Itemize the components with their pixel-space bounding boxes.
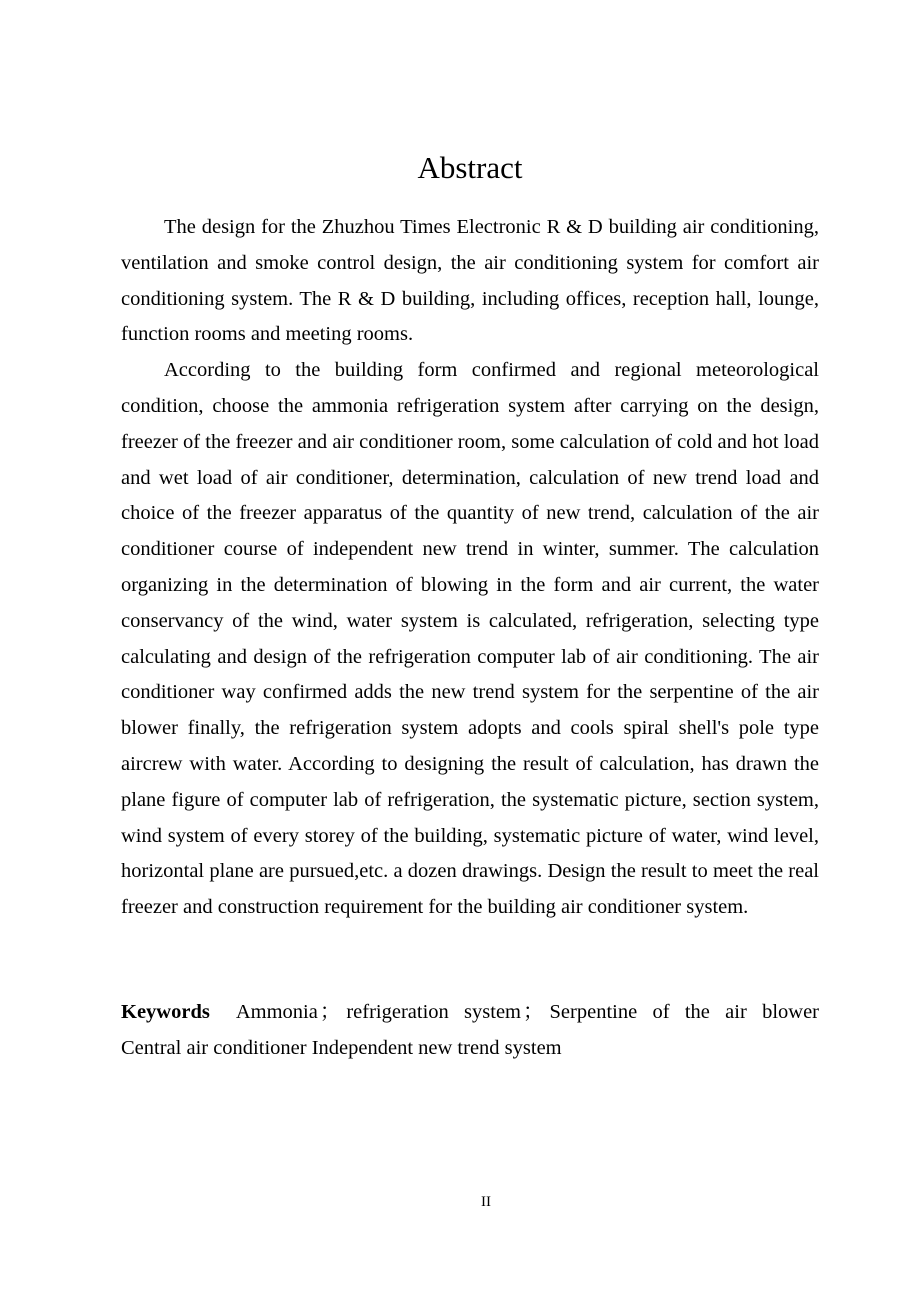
keyword-item-1: Ammonia: [235, 1001, 318, 1023]
keywords-line: [121, 995, 819, 1067]
keyword-item-3: Serpentine of the air blower Central air conditioner Independent new trend system: [121, 1001, 819, 1059]
page-number: II: [481, 1194, 491, 1210]
keyword-item-2: refrigeration system: [346, 1001, 522, 1023]
abstract-paragraph-1: The design for the Zhuzhou Times Electronic R & D building air conditioning, ventilation and smoke control design, the air conditioning system for comfort air conditioning system. The R & D building, including offices, reception hall, lounge, function rooms and meeting rooms.: [121, 216, 819, 346]
abstract-paragraph-2: According to the building form confirmed and regional meteorological condition, choose the ammonia refrigeration system after carrying on the design, freezer of the freezer and air conditioner room, some calculation of cold and hot load and wet load of air conditioner, determination, calculation of new trend load and choice of the freezer apparatus of the quantity of new trend, calculation of the air conditioner course of independent new trend in winter, summer. The calculation organizing in the determination of blowing in the form and air current, the water conservancy of the wind, water system is calculated, refrigeration, selecting type calculating and design of the refrigeration computer lab of air conditioning. The air conditioner way confirmed adds the new trend system for the serpentine of the air blower finally, the refrigeration system adopts and cools spiral shell's pole type aircrew with water. According to designing the result of calculation, has drawn the plane figure of computer lab of refrigeration, the systematic picture, section system, wind system of every storey of the building, systematic picture of water, wind level, horizontal plane are pursued,etc. a dozen drawings. Design the result to meet the real freezer and construction requirement for the building air conditioner system.: [121, 359, 819, 919]
keywords-label: Keywords: [121, 1001, 210, 1023]
abstract-body: [121, 210, 819, 926]
keyword-separator-1: ；: [319, 1001, 341, 1023]
abstract-title: Abstract: [417, 150, 523, 185]
keyword-separator-2: ；: [523, 1001, 544, 1023]
